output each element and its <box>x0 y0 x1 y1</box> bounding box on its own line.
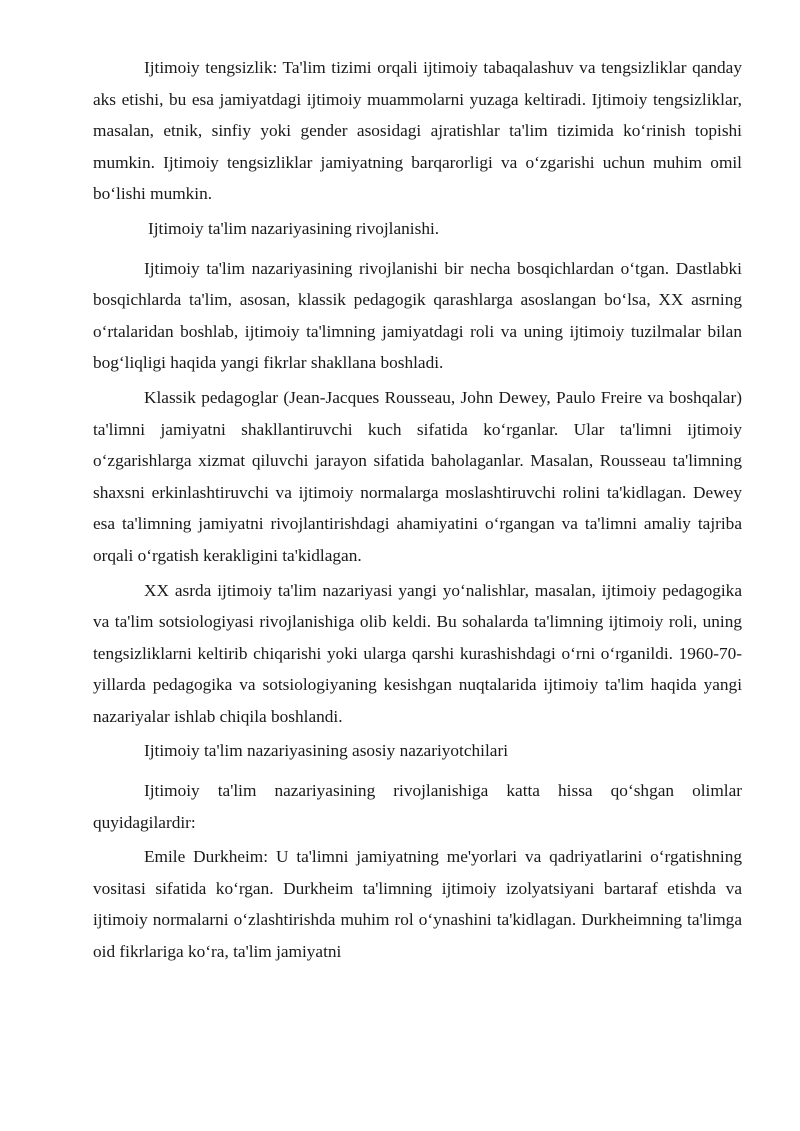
paragraph-development-stages: Ijtimoiy ta'lim nazariyasining rivojlanishi bir necha bosqichlardan o‘tgan. Dastlabki bosqichlarda ta'lim, asosan, klassik pedagogik qarashlarga asoslangan bo‘lsa, XX asrning o‘rtalaridan boshlab, ijtimoiy ta'limning jamiyatdagi roli va uning ijtimoiy tuzilmalar bilan bog‘liqligi haqida yangi fikrlar shakllana boshladi. <box>93 258 742 373</box>
paragraph-durkheim: Emile Durkheim: U ta'limni jamiyatning me'yorlari va qadriyatlarini o‘rgatishning vositasi sifatida ko‘rgan. Durkheim ta'limning ijtimoiy izolyatsiyani bartaraf etishda va ijtimoiy normalarni o‘zlashtirishda muhim rol o‘ynashini ta'kidlagan. Durkheimning ta'limga oid fikrlariga ko‘ra, ta'lim jamiyatni <box>93 847 742 962</box>
paragraph-social-inequality: Ijtimoiy tengsizlik: Ta'lim tizimi orqali ijtimoiy tabaqalashuv va tengsizliklar qanday aks etishi, bu esa jamiyatdagi ijtimoiy muammolarni yuzaga keltiradi. Ijtimoiy tengsizliklar, masalan, etnik, sinfiy yoki gender asosidagi ajratishlar ta'lim tizimida ko‘rinish topishi mumkin. Ijtimoiy tengsizliklar jamiyatning barqarorligi va o‘zgarishi uchun muhim omil bo‘lishi mumkin. <box>93 58 742 204</box>
paragraph-xx-century: XX asrda ijtimoiy ta'lim nazariyasi yangi yo‘nalishlar, masalan, ijtimoiy pedagogika va ta'lim sotsiologiyasi rivojlanishiga olib keldi. Bu sohalarda ta'limning ijtimoiy roli, uning tengsizliklarni keltirib chiqarishi yoki ularga qarshi kurashishdagi o‘rni o‘rganildi. 1960-70-yillarda pedagogika va sotsiologiyaning kesishgan nuqtalarida ijtimoiy ta'lim haqida yangi nazariyalar ishlab chiqila boshlandi. <box>93 580 742 726</box>
paragraph-contributors-intro: Ijtimoiy ta'lim nazariyasining rivojlanishiga katta hissa qo‘shgan olimlar quyidagilardir: <box>93 781 742 832</box>
section-heading-theorists: Ijtimoiy ta'lim nazariyasining asosiy nazariyotchilari <box>144 741 508 761</box>
section-heading-theory-development: Ijtimoiy ta'lim nazariyasining rivojlanishi. <box>148 218 440 238</box>
paragraph-classic-pedagogues: Klassik pedagoglar (Jean-Jacques Rousseau, John Dewey, Paulo Freire va boshqalar) ta'limni jamiyatni shakllantiruvchi kuch sifatida ko‘rganlar. Ular ta'limni ijtimoiy o‘zgarishlarga xizmat qiluvchi jarayon sifatida baholaganlar. Masalan, Rousseau ta'limning shaxsni erkinlashtiruvchi va ijtimoiy normalarga moslashtiruvchi rolini ta'kidlagan. Dewey esa ta'limning jamiyatni rivojlantirishdagi ahamiyatini o‘rgangan va ta'limni amaliy tajriba orqali o‘rgatish kerakligini ta'kidlagan. <box>93 387 742 565</box>
document-page <box>93 52 742 971</box>
